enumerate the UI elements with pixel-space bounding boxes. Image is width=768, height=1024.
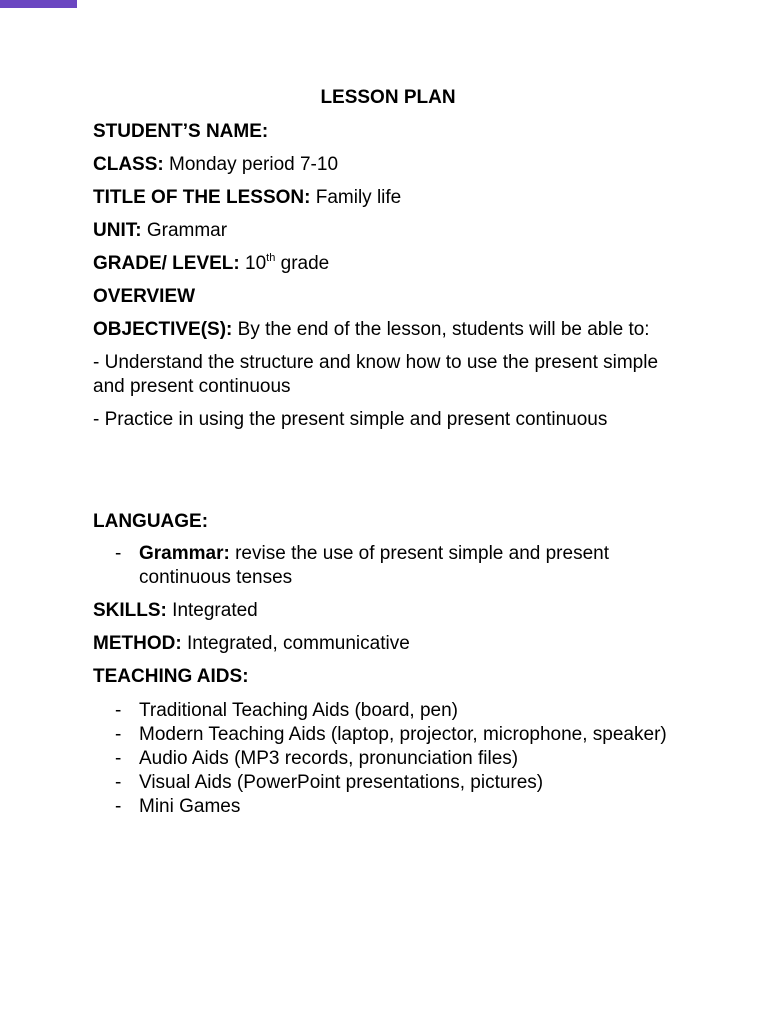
overview-heading: OVERVIEW	[93, 286, 196, 307]
skills-label: SKILLS:	[93, 600, 167, 621]
student-name-line	[93, 120, 683, 144]
language-heading: LANGUAGE:	[93, 511, 209, 532]
grade-line	[93, 252, 683, 276]
teaching-aid-item: - Audio Aids (MP3 records, pronunciation files)	[115, 748, 519, 769]
grade-value: grade	[280, 253, 330, 274]
teaching-aids-heading: TEACHING AIDS:	[93, 666, 249, 687]
teaching-aids-list	[93, 699, 683, 819]
objectives-label: OBJECTIVE(S):	[93, 319, 233, 340]
bullet-dash: -	[115, 700, 122, 721]
bullet-dash: -	[115, 724, 122, 745]
spacer	[93, 441, 683, 510]
unit-line	[93, 219, 683, 243]
teaching-aid-item: - Traditional Teaching Aids (board, pen)	[115, 700, 458, 721]
objective-item: - Practice in using the present simple and present continuous	[93, 409, 608, 430]
class-line	[93, 153, 683, 177]
bullet-dash: -	[115, 748, 122, 769]
language-item	[93, 542, 683, 590]
class-label: CLASS:	[93, 154, 164, 175]
bullet-dash: -	[115, 543, 122, 564]
objectives-line	[93, 318, 683, 342]
method-line	[93, 632, 683, 656]
document-page	[93, 86, 683, 819]
teaching-aid-item: - Modern Teaching Aids (laptop, projector, microphone, speaker)	[115, 724, 667, 745]
language-item-label: Grammar:	[139, 543, 230, 564]
method-value: Integrated, communicative	[186, 633, 410, 654]
student-name-label: STUDENT’S NAME:	[93, 121, 269, 142]
method-label: METHOD:	[93, 633, 182, 654]
teaching-aid-item: - Mini Games	[115, 796, 241, 817]
bullet-dash: -	[115, 796, 122, 817]
skills-value: Integrated	[172, 600, 258, 621]
grade-suffix: th	[266, 251, 276, 264]
objectives-value: By the end of the lesson, students will be able to:	[237, 319, 650, 340]
lesson-title-value: Family life	[315, 187, 402, 208]
bullet-dash: -	[115, 772, 122, 793]
lesson-title-line	[93, 186, 683, 210]
unit-value: Grammar	[146, 220, 228, 241]
language-item-text: revise the use of present simple and present continuous tenses	[139, 543, 609, 588]
lesson-title-label: TITLE OF THE LESSON:	[93, 187, 311, 208]
accent-bar	[0, 0, 77, 8]
grade-label: GRADE/ LEVEL:	[93, 253, 240, 274]
skills-line	[93, 599, 683, 623]
page-title: LESSON PLAN	[320, 87, 456, 108]
language-list	[93, 542, 683, 590]
grade-number: 10	[245, 253, 267, 274]
unit-label: UNIT:	[93, 220, 142, 241]
teaching-aid-item: - Visual Aids (PowerPoint presentations, pictures)	[115, 772, 544, 793]
class-value: Monday period 7-10	[169, 154, 339, 175]
objective-item: - Understand the structure and know how to use the present simple and present continuous	[93, 352, 659, 397]
